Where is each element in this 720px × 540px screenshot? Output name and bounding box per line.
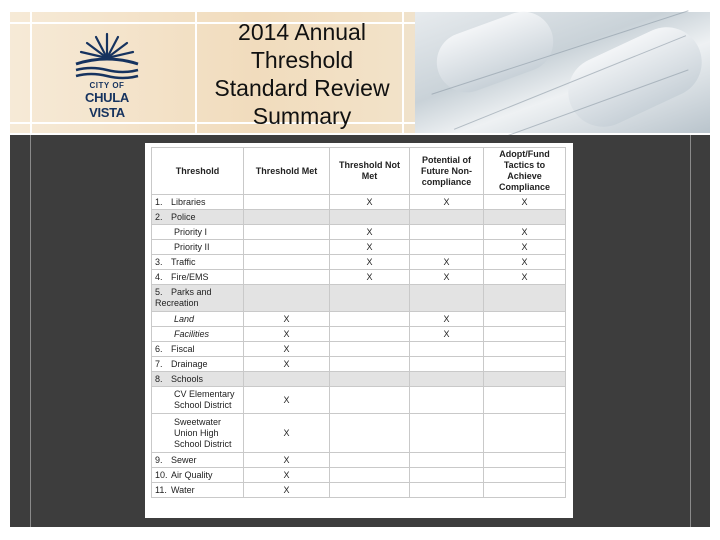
threshold-label-cell <box>152 468 244 483</box>
mark-cell-adopt <box>484 453 566 468</box>
table-row <box>152 468 566 483</box>
threshold-label-cell <box>152 453 244 468</box>
mark-cell-met: X <box>244 342 330 357</box>
threshold-summary-table <box>151 147 566 498</box>
threshold-number: 5. <box>155 287 163 297</box>
threshold-number: 6. <box>155 343 163 354</box>
threshold-label-cell <box>152 312 244 327</box>
title-line: 2014 Annual <box>238 19 366 45</box>
table-row <box>152 327 566 342</box>
mark-cell-met <box>244 240 330 255</box>
mark-cell-potential <box>410 468 484 483</box>
mark-cell-adopt <box>484 210 566 225</box>
column-header: Threshold <box>152 148 244 195</box>
mark-cell-not-met <box>330 414 410 453</box>
threshold-name: Fire/EMS <box>171 271 209 282</box>
sun-waves-icon <box>66 28 148 82</box>
table-row <box>152 255 566 270</box>
mark-cell-met: X <box>244 468 330 483</box>
column-header: Threshold Met <box>244 148 330 195</box>
mark-cell-met <box>244 210 330 225</box>
table-row <box>152 357 566 372</box>
mark-cell-potential <box>410 357 484 372</box>
threshold-label-cell <box>152 387 244 414</box>
mark-cell-adopt: X <box>484 270 566 285</box>
title-line: Standard Review <box>214 75 390 101</box>
mark-cell-met: X <box>244 483 330 498</box>
title-line: Threshold <box>250 47 354 73</box>
threshold-label-cell <box>152 342 244 357</box>
threshold-label-cell <box>152 372 244 387</box>
title-line: Summary <box>252 103 352 129</box>
mark-cell-not-met <box>330 483 410 498</box>
mark-cell-not-met: X <box>330 195 410 210</box>
threshold-name: Police <box>171 211 196 222</box>
threshold-name: Land <box>174 313 195 324</box>
mark-cell-not-met <box>330 210 410 225</box>
mark-cell-potential <box>410 387 484 414</box>
threshold-label-cell <box>152 414 244 453</box>
table-row <box>152 387 566 414</box>
mark-cell-not-met <box>330 285 410 312</box>
mark-cell-met <box>244 372 330 387</box>
table-row <box>152 240 566 255</box>
threshold-number: 3. <box>155 256 163 267</box>
threshold-number: 10. <box>155 469 168 480</box>
mark-cell-met: X <box>244 357 330 372</box>
threshold-name: Priority I <box>174 226 208 237</box>
table-header-row <box>152 148 566 195</box>
mark-cell-potential <box>410 372 484 387</box>
mark-cell-met: X <box>244 453 330 468</box>
mark-cell-adopt: X <box>484 195 566 210</box>
threshold-name: Facilities <box>174 328 210 339</box>
threshold-label-cell <box>152 225 244 240</box>
mark-cell-potential <box>410 342 484 357</box>
mark-cell-met <box>244 195 330 210</box>
city-logo <box>66 28 148 120</box>
mark-cell-not-met <box>330 372 410 387</box>
mark-cell-not-met <box>330 387 410 414</box>
threshold-name: Drainage <box>171 358 208 369</box>
mark-cell-not-met <box>330 342 410 357</box>
table-row <box>152 372 566 387</box>
mark-cell-potential: X <box>410 270 484 285</box>
threshold-name: Water <box>171 484 195 495</box>
mark-cell-met: X <box>244 327 330 342</box>
table-row <box>152 483 566 498</box>
threshold-label-cell <box>152 327 244 342</box>
table-row <box>152 195 566 210</box>
mark-cell-met: X <box>244 312 330 327</box>
threshold-number: 1. <box>155 196 163 207</box>
threshold-label-cell <box>152 195 244 210</box>
mark-cell-not-met <box>330 468 410 483</box>
mark-cell-met: X <box>244 414 330 453</box>
mark-cell-potential: X <box>410 327 484 342</box>
threshold-number: 11. <box>155 484 167 495</box>
mark-cell-potential <box>410 285 484 312</box>
threshold-number: 4. <box>155 271 163 282</box>
mark-cell-potential: X <box>410 195 484 210</box>
threshold-label-cell <box>152 270 244 285</box>
mark-cell-potential: X <box>410 312 484 327</box>
threshold-label-cell <box>152 357 244 372</box>
mark-cell-adopt <box>484 414 566 453</box>
table-row <box>152 210 566 225</box>
threshold-name: Sweetwater Union High School District <box>174 416 232 449</box>
mark-cell-not-met: X <box>330 270 410 285</box>
threshold-number: 8. <box>155 373 163 384</box>
threshold-name: Parks and Recreation <box>155 287 212 308</box>
mark-cell-potential <box>410 240 484 255</box>
column-header: Threshold Not Met <box>330 148 410 195</box>
mark-cell-adopt <box>484 327 566 342</box>
table-body <box>152 195 566 498</box>
mark-cell-adopt <box>484 468 566 483</box>
table-row <box>152 312 566 327</box>
column-header: Adopt/Fund Tactics to Achieve Compliance <box>484 148 566 195</box>
mark-cell-not-met: X <box>330 255 410 270</box>
mark-cell-not-met: X <box>330 225 410 240</box>
threshold-name: Air Quality <box>171 469 213 480</box>
mark-cell-not-met <box>330 357 410 372</box>
threshold-number: 9. <box>155 454 163 465</box>
threshold-summary-card <box>145 143 573 518</box>
mark-cell-adopt: X <box>484 225 566 240</box>
table-row <box>152 453 566 468</box>
table-row <box>152 270 566 285</box>
mark-cell-potential <box>410 225 484 240</box>
mark-cell-potential: X <box>410 255 484 270</box>
threshold-label-cell <box>152 483 244 498</box>
threshold-label-cell <box>152 210 244 225</box>
threshold-number: 2. <box>155 211 163 222</box>
mark-cell-adopt <box>484 312 566 327</box>
mark-cell-met <box>244 270 330 285</box>
table-row <box>152 342 566 357</box>
mark-cell-adopt <box>484 483 566 498</box>
mark-cell-adopt <box>484 387 566 414</box>
threshold-label-cell <box>152 285 244 312</box>
logo-city-of: CITY OF <box>89 81 125 90</box>
mark-cell-not-met <box>330 453 410 468</box>
threshold-number: 7. <box>155 358 163 369</box>
table-row <box>152 285 566 312</box>
threshold-name: Schools <box>171 373 204 384</box>
mark-cell-adopt: X <box>484 255 566 270</box>
table-row <box>152 414 566 453</box>
mark-cell-not-met <box>330 312 410 327</box>
threshold-name: Priority II <box>174 241 210 252</box>
mark-cell-met <box>244 255 330 270</box>
mark-cell-met: X <box>244 387 330 414</box>
mark-cell-potential <box>410 453 484 468</box>
column-header: Potential of Future Non-compliance <box>410 148 484 195</box>
mark-cell-not-met <box>330 327 410 342</box>
mark-cell-potential <box>410 483 484 498</box>
mark-cell-adopt <box>484 285 566 312</box>
logo-city-name: CHULA VISTA <box>85 90 129 120</box>
mark-cell-potential <box>410 414 484 453</box>
threshold-name: Traffic <box>171 256 196 267</box>
mark-cell-adopt <box>484 372 566 387</box>
table-row <box>152 225 566 240</box>
mark-cell-adopt: X <box>484 240 566 255</box>
threshold-name: Libraries <box>171 196 206 207</box>
mark-cell-adopt <box>484 342 566 357</box>
mark-cell-not-met: X <box>330 240 410 255</box>
slide-title <box>196 18 408 130</box>
threshold-name: CV Elementary School District <box>174 389 235 410</box>
blueprint-image <box>415 12 710 133</box>
mark-cell-met <box>244 285 330 312</box>
threshold-name: Sewer <box>171 454 197 465</box>
mark-cell-adopt <box>484 357 566 372</box>
mark-cell-met <box>244 225 330 240</box>
threshold-name: Fiscal <box>171 343 195 354</box>
threshold-label-cell <box>152 255 244 270</box>
mark-cell-potential <box>410 210 484 225</box>
threshold-label-cell <box>152 240 244 255</box>
